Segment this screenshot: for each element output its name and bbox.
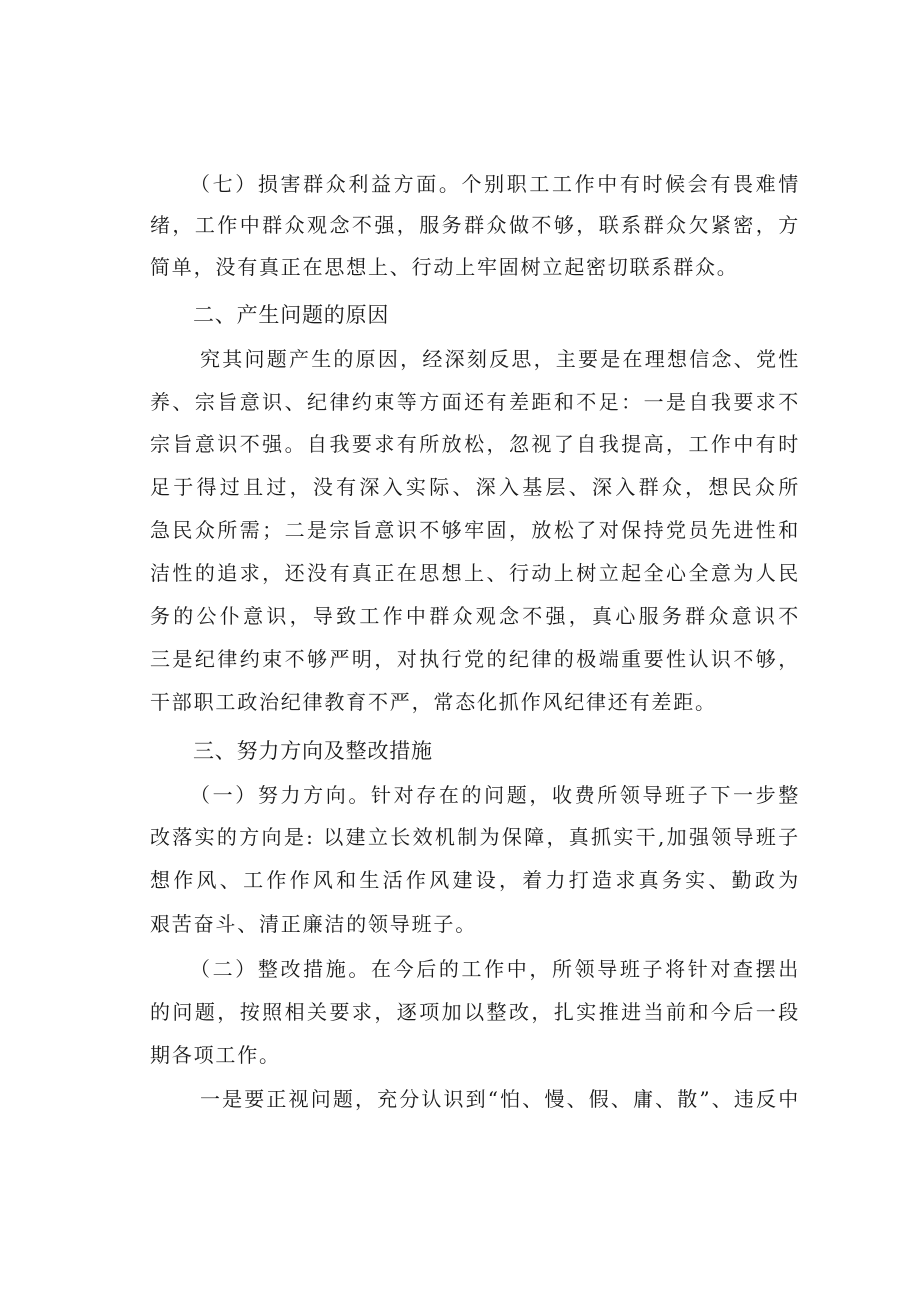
paragraph-line: 宗旨意识不强。自我要求有所放松，忽视了自我提高，工作中有时	[150, 432, 800, 456]
section-heading: 二、产生问题的原因	[193, 303, 390, 327]
paragraph-line: 绪，工作中群众观念不强，服务群众做不够，联系群众欠紧密，方	[150, 213, 800, 237]
paragraph-line: 艰苦奋斗、清正廉洁的领导班子。	[150, 912, 477, 936]
paragraph-line: （一）努力方向。针对存在的问题，收费所领导班子下一步整	[190, 783, 800, 807]
paragraph-line: （七）损害群众利益方面。个别职工工作中有时候会有畏难情	[190, 172, 800, 196]
paragraph-line: 想作风、工作作风和生活作风建设，着力打造求真务实、勤政为	[150, 868, 800, 892]
paragraph-line: 三是纪律约束不够严明，对执行党的纪律的极端重要性认识不够，	[150, 647, 800, 671]
section-heading: 三、努力方向及整改措施	[193, 739, 433, 763]
paragraph-line: 的问题，按照相关要求，逐项加以整改，扎实推进当前和今后一段	[150, 1000, 800, 1024]
paragraph-line: 一是要正视问题，充分认识到“怕、慢、假、庸、散”、违反中	[200, 1087, 800, 1111]
paragraph-line: （二）整改措施。在今后的工作中，所领导班子将针对查摆出	[190, 957, 800, 981]
paragraph-line: 干部职工政治纪律教育不严，常态化抓作风纪律还有差距。	[150, 690, 717, 714]
paragraph-line: 务的公仆意识，导致工作中群众观念不强，真心服务群众意识不	[150, 604, 800, 628]
paragraph-line: 足于得过且过，没有深入实际、深入基层、深入群众，想民众所	[150, 475, 800, 499]
paragraph-line: 期各项工作。	[150, 1043, 281, 1067]
paragraph-line: 改落实的方向是: 以建立长效机制为保障，真抓实干,加强领导班子	[150, 825, 800, 849]
paragraph-line: 养、宗旨意识、纪律约束等方面还有差距和不足：一是自我要求不	[150, 390, 800, 414]
paragraph-line: 洁性的追求，还没有真正在思想上、行动上树立起全心全意为人民	[150, 561, 800, 585]
paragraph-line: 简单，没有真正在思想上、行动上牢固树立起密切联系群众。	[150, 255, 739, 279]
paragraph-line: 急民众所需；二是宗旨意识不够牢固，放松了对保持党员先进性和	[150, 518, 800, 542]
paragraph-line: 究其问题产生的原因，经深刻反思，主要是在理想信念、党性	[200, 347, 800, 371]
